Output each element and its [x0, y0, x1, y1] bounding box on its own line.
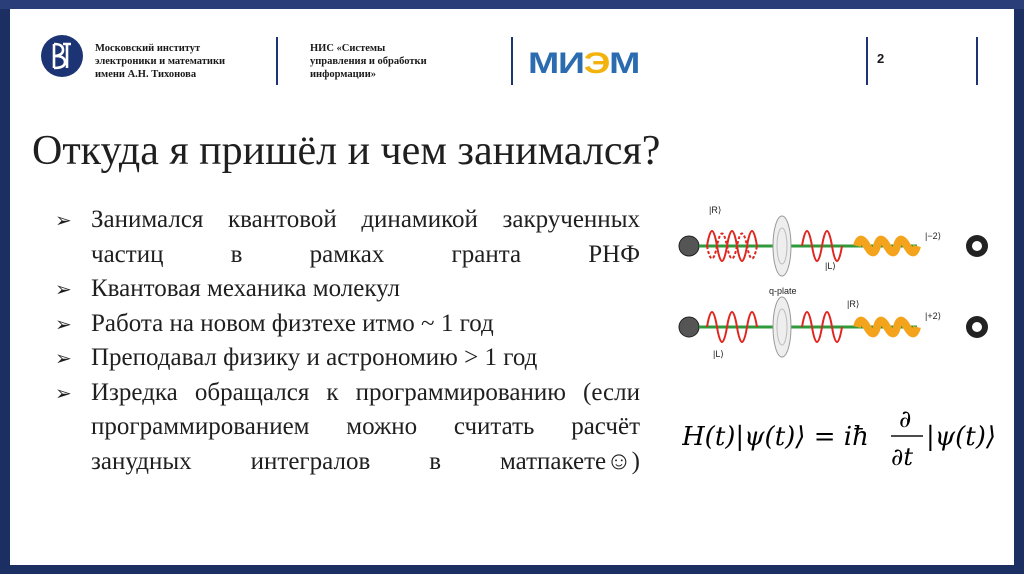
schrodinger-equation — [682, 397, 1002, 477]
header-divider — [866, 37, 868, 85]
miem-logo-part: Э — [583, 47, 610, 80]
header-divider — [276, 37, 278, 85]
label-minus2: |−2⟩ — [925, 231, 942, 241]
arrow-bullet-icon: ➢ — [55, 346, 72, 370]
arrow-bullet-icon: ➢ — [55, 277, 72, 301]
equation-rhs: |ψ(t)⟩ — [926, 422, 997, 452]
list-item — [55, 376, 640, 480]
bottom-beam — [679, 297, 988, 359]
miem-logo-part: МИ — [528, 47, 584, 80]
page-title: Откуда я пришёл и чем занимался? — [32, 128, 661, 174]
equation-frac-num: ∂ — [899, 405, 912, 433]
top-beam — [679, 205, 988, 276]
bullet-text: Изредка обращался к программированию (если программированием можно считать расчёт занудных интегралов в матпакете☺) — [91, 378, 640, 475]
label-qplate: q-plate — [769, 286, 797, 296]
label-plus2: |+2⟩ — [925, 311, 942, 321]
miem-logo-part: М — [609, 47, 640, 80]
bullet-text: Занимался квантовой динамикой закрученных частиц в рамках гранта РНФ — [91, 206, 640, 268]
institute-line-3: имени А.Н. Тихонова — [95, 69, 197, 80]
equation-frac-den: ∂t — [891, 443, 914, 471]
institute-name — [95, 42, 225, 81]
nis-line-2: управления и обработки — [310, 56, 427, 67]
miem-logo — [528, 47, 639, 81]
label-l-bottom: |L⟩ — [713, 349, 724, 359]
q-plate-figure — [677, 199, 1007, 369]
bullet-text: Преподавал физику и астрономию > 1 год — [91, 344, 538, 371]
label-l-top: |L⟩ — [825, 261, 836, 271]
bullet-text: Работа на новом физтехе итмо ~ 1 год — [91, 309, 494, 337]
institute-line-2: электроники и математики — [95, 56, 226, 67]
list-item — [55, 307, 640, 342]
label-r-bottom: |R⟩ — [847, 299, 860, 309]
label-r-top: |R⟩ — [709, 205, 722, 215]
institute-line-1: Московский институт — [95, 43, 201, 54]
arrow-bullet-icon: ➢ — [55, 380, 72, 405]
background-stripe — [0, 0, 1024, 9]
list-item — [55, 203, 640, 272]
bullet-list — [55, 203, 640, 479]
nis-line-1: НИС «Системы — [310, 43, 386, 54]
page-number: 2 — [877, 51, 885, 66]
nis-name — [310, 42, 427, 81]
list-item — [55, 272, 640, 307]
slide — [10, 9, 1014, 565]
bullet-text: Квантовая механика молекул — [91, 275, 400, 302]
equation-lhs: H(t)|ψ(t)⟩ = iħ — [682, 422, 869, 452]
arrow-bullet-icon: ➢ — [55, 208, 72, 232]
nis-line-3: информации» — [310, 69, 377, 80]
header-divider — [976, 37, 978, 85]
arrow-bullet-icon: ➢ — [55, 311, 72, 336]
header-divider — [511, 37, 513, 85]
hse-emblem-icon — [41, 35, 83, 77]
list-item — [55, 341, 640, 376]
